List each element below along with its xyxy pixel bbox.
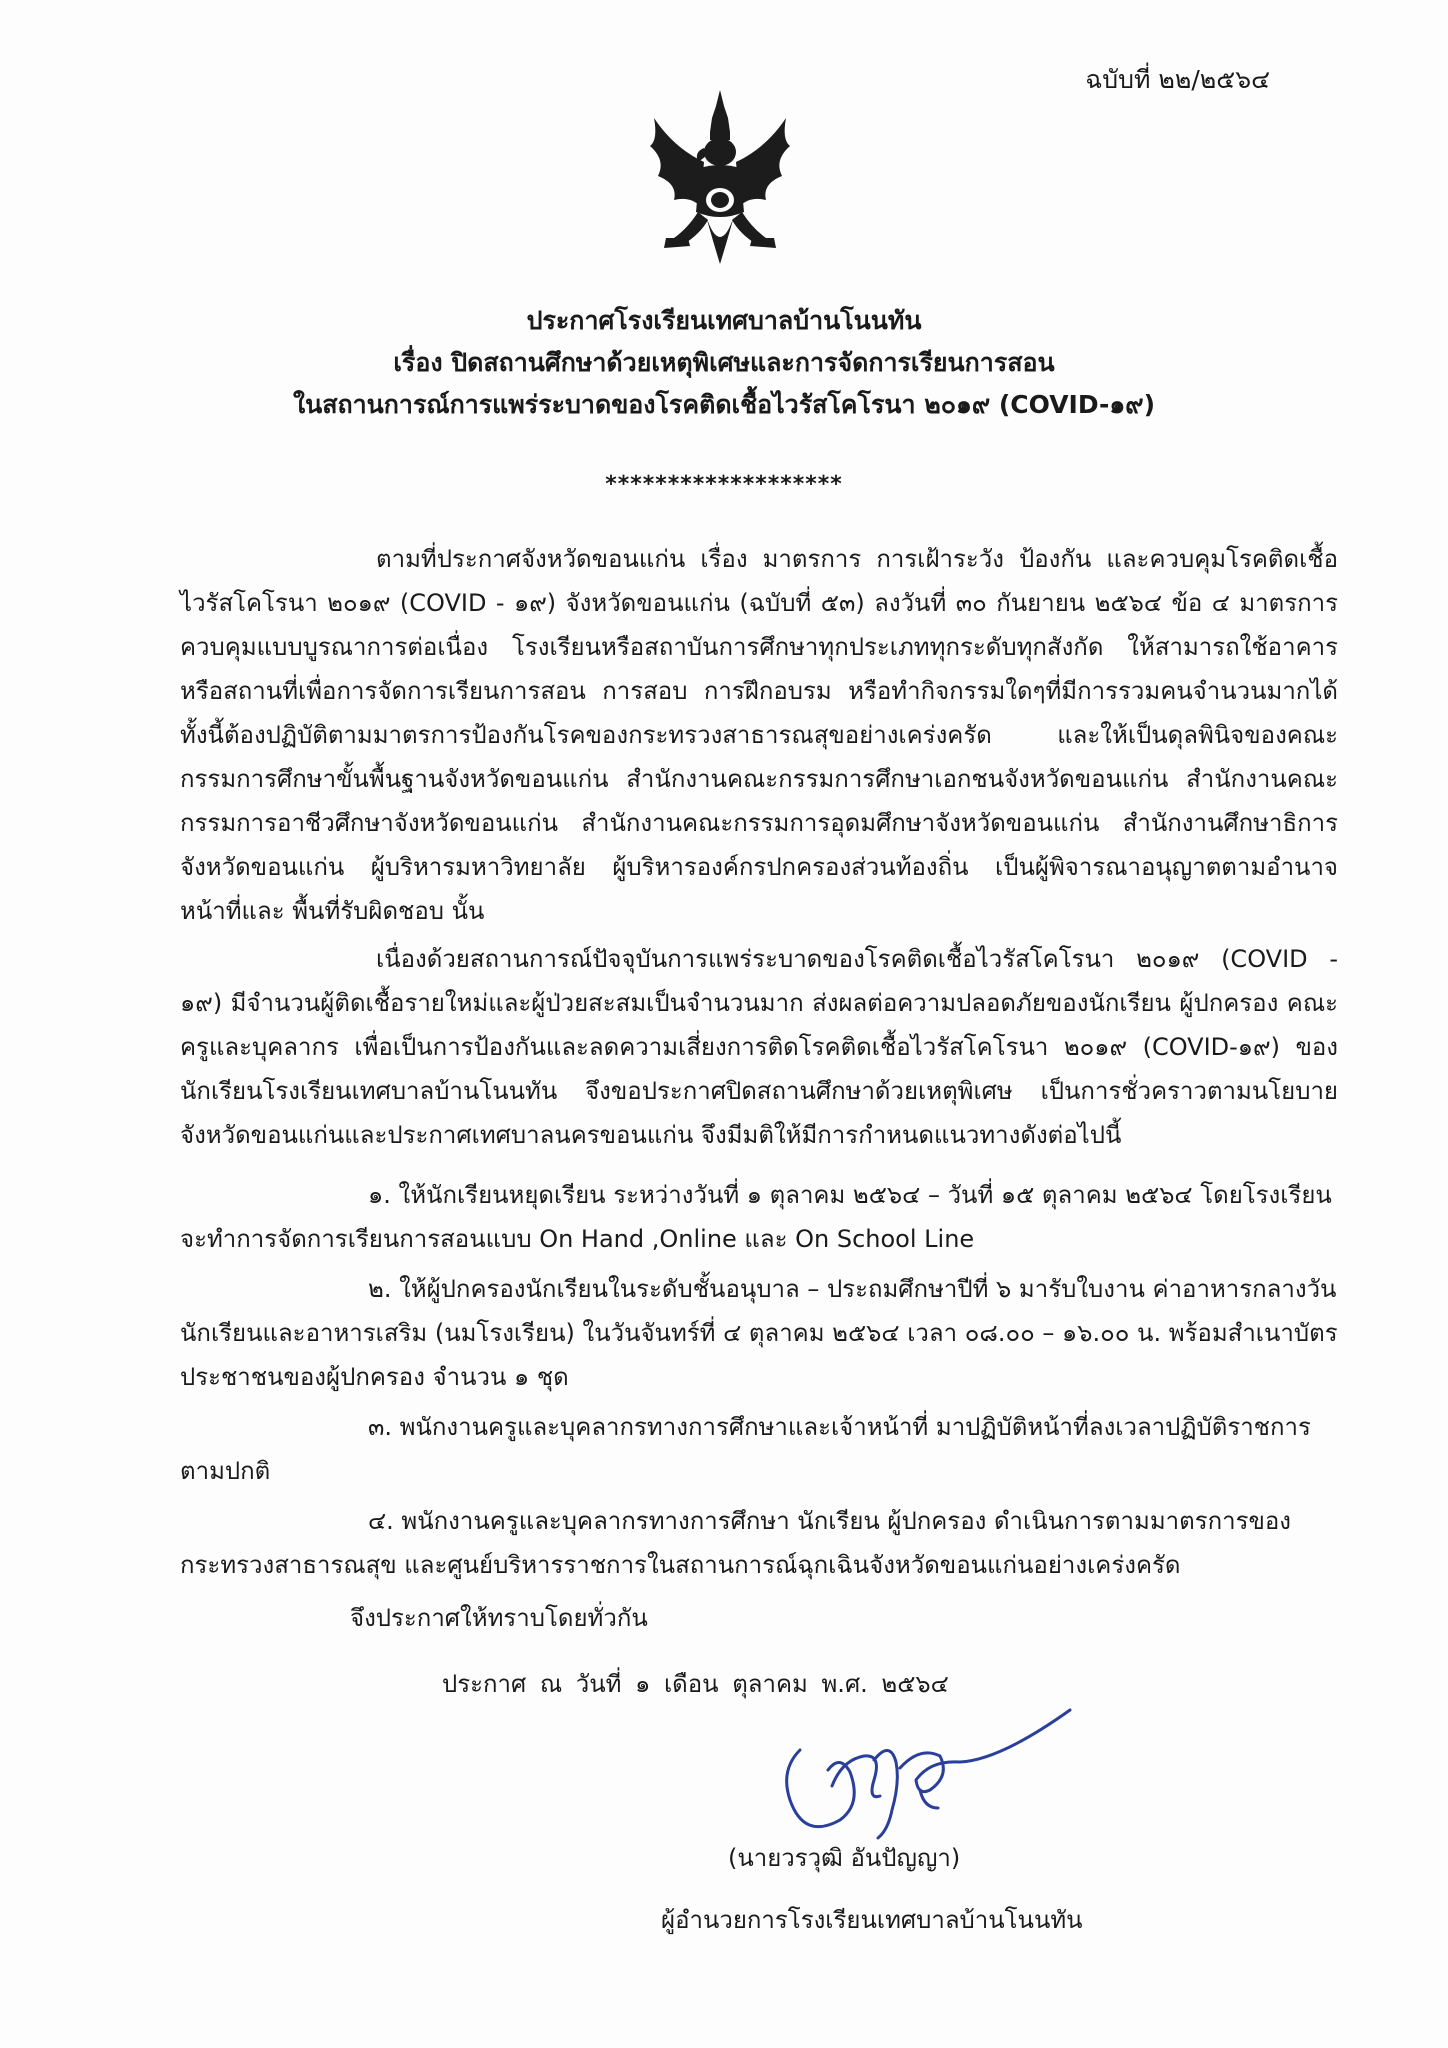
signer-title: ผู้อำนวยการโรงเรียนเทศบาลบ้านโนนทัน — [661, 1906, 1083, 1934]
separator-stars: ******************* — [605, 472, 843, 497]
closing-statement: จึงประกาศให้ทราบโดยทั่วกัน — [350, 1604, 648, 1632]
title-line-3: ในสถานการณ์การแพร่ระบาดของโรคติดเชื้อไวรัสโคโรนา ๒๐๑๙ (COVID-๑๙) — [292, 390, 1156, 419]
directive-item-2: ๒. ให้ผู้ปกครองนักเรียนในระดับชั้นอนุบาล – ประถมศึกษาปีที่ ๖ มารับใบงาน ค่าอาหารกลางวันนักเรียนและอาหารเสริม (นมโรงเรียน) ในวันจันทร์ที่ ๔ ตุลาคม ๒๕๖๔ เวลา ๐๘.๐๐ – ๑๖.๐๐ น. พร้อมสำเนาบัตรประชาชนของผู้ปกครอง จำนวน ๑ ชุด — [180, 1275, 1338, 1391]
announcement-date: ประกาศ ณ วันที่ ๑ เดือน ตุลาคม พ.ศ. ๒๕๖๔ — [442, 1670, 949, 1698]
paragraph-2: เนื่องด้วยสถานการณ์ปัจจุบันการแพร่ระบาดของโรคติดเชื้อไวรัสโคโรนา ๒๐๑๙ (COVID - ๑๙) มีจำนวนผู้ติดเชื้อรายใหม่และผู้ป่วยสะสมเป็นจำนวนมาก ส่งผลต่อความปลอดภัยของนักเรียน ผู้ปกครอง คณะครูและบุคลากร เพื่อเป็นการป้องกันและลดความเสี่ยงการติดโรคติดเชื้อไวรัสโคโรนา ๒๐๑๙ (COVID-๑๙) ของนักเรียนโรงเรียนเทศบาลบ้านโนนทัน จึงขอประกาศปิดสถานศึกษาด้วยเหตุพิเศษ เป็นการชั่วคราวตามนโยบายจังหวัดขอนแก่นและประกาศเทศบาลนครขอนแก่น จึงมีมติให้มีการกำหนดแนวทางดังต่อไปนี้ — [180, 945, 1338, 1149]
signer-name: (นายวรวุฒิ อันปัญญา) — [728, 1844, 961, 1872]
directive-item-4: ๔. พนักงานครูและบุคลากรทางการศึกษา นักเรียน ผู้ปกครอง ดำเนินการตามมาตรการของกระทรวงสาธารณสุข และศูนย์บริหารราชการในสถานการณ์ฉุกเฉินจังหวัดขอนแก่นอย่างเคร่งครัด — [180, 1507, 1292, 1579]
document-number: ฉบับที่ ๒๒/๒๕๖๔ — [1085, 65, 1270, 94]
garuda-emblem-icon — [644, 88, 796, 266]
title-line-1: ประกาศโรงเรียนเทศบาลบ้านโนนทัน — [526, 306, 922, 335]
announcement-title — [0, 300, 1448, 426]
paragraph-1: ตามที่ประกาศจังหวัดขอนแก่น เรื่อง มาตรการ การเฝ้าระวัง ป้องกัน และควบคุมโรคติดเชื้อไวรัสโคโรนา ๒๐๑๙ (COVID - ๑๙) จังหวัดขอนแก่น (ฉบับที่ ๕๓) ลงวันที่ ๓๐ กันยายน ๒๕๖๔ ข้อ ๔ มาตรการควบคุมแบบบูรณาการต่อเนื่อง โรงเรียนหรือสถาบันการศึกษาทุกประเภททุกระดับทุกสังกัด ให้สามารถใช้อาคารหรือสถานที่เพื่อการจัดการเรียนการสอน การสอบ การฝึกอบรม หรือทำกิจกรรมใดๆที่มีการรวมคนจำนวนมากได้ ทั้งนี้ต้องปฏิบัติตามมาตรการป้องกันโรคของกระทรวงสาธารณสุขอย่างเคร่งครัด และให้เป็นดุลพินิจของคณะกรรมการศึกษาขั้นพื้นฐานจังหวัดขอนแก่น สำนักงานคณะกรรมการศึกษาเอกชนจังหวัดขอนแก่น สำนักงานคณะกรรมการอาชีวศึกษาจังหวัดขอนแก่น สำนักงานคณะกรรมการอุดมศึกษาจังหวัดขอนแก่น สำนักงานศึกษาธิการจังหวัดขอนแก่น ผู้บริหารมหาวิทยาลัย ผู้บริหารองค์กรปกครองส่วนท้องถิ่น เป็นผู้พิจารณาอนุญาตตามอำนาจหน้าที่และ พื้นที่รับผิดชอบ นั้น — [180, 545, 1338, 925]
directive-item-1: ๑. ให้นักเรียนหยุดเรียน ระหว่างวันที่ ๑ ตุลาคม ๒๕๖๔ – วันที่ ๑๕ ตุลาคม ๒๕๖๔ โดยโรงเรียนจะทำการจัดการเรียนการสอนแบบ On Hand ,Online และ On School Line — [180, 1181, 1332, 1253]
signature — [770, 1690, 1100, 1850]
directive-list — [180, 1173, 1338, 1587]
directive-item-3: ๓. พนักงานครูและบุคลากรทางการศึกษาและเจ้าหน้าที่ มาปฏิบัติหน้าที่ลงเวลาปฏิบัติราชการตามปกติ — [180, 1413, 1311, 1485]
title-line-2: เรื่อง ปิดสถานศึกษาด้วยเหตุพิเศษและการจัดการเรียนการสอน — [393, 348, 1055, 377]
